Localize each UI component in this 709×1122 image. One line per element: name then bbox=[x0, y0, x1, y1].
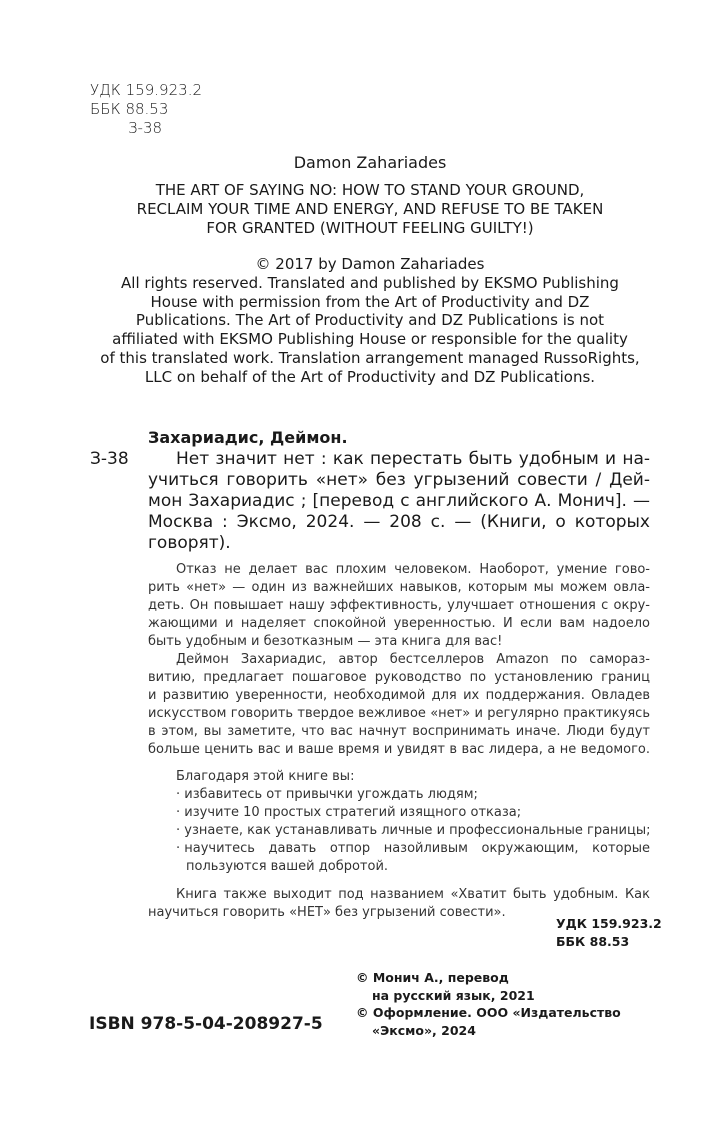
copyright-line: © Оформление. ООО «Издательство bbox=[356, 1005, 621, 1020]
copyright-line: © Монич А., перевод bbox=[356, 970, 509, 985]
bib-line: учиться говорить «нет» без угрызений совести / Дей- bbox=[148, 470, 650, 490]
copyright-line: House with permission from the Art of Productivity and DZ bbox=[150, 292, 590, 311]
original-copyright bbox=[90, 255, 650, 387]
annotation-line: деть. Он повышает нашу эффективность, улучшает отношения с окру- bbox=[148, 598, 650, 613]
annotation-line: в этом, вы заметите, что вас начнут воспринимать иначе. Люди будут bbox=[148, 724, 650, 739]
list-item: · научитесь давать отпор назойливым окружающим, которые bbox=[176, 841, 650, 856]
annotation-line: научиться говорить «НЕТ» без угрызений совести». bbox=[148, 905, 506, 920]
original-author: Damon Zahariades bbox=[293, 153, 447, 172]
annotation-line: быть удобным и безотказным — эта книга для вас! bbox=[148, 634, 503, 649]
benefits-list bbox=[148, 768, 650, 876]
bib-line: Москва : Эксмо, 2024. — 208 с. — (Книги, о которых bbox=[148, 512, 650, 532]
list-item-text: узнаете, как устанавливать личные и профессиональные границы; bbox=[184, 823, 651, 838]
annotation-line: Отказ не делает вас плохим человеком. Наоборот, умение гово- bbox=[176, 562, 650, 577]
annotation-line: Деймон Захариадис, автор бестселлеров Amazon по самораз- bbox=[176, 652, 650, 667]
classification-block bbox=[90, 81, 202, 138]
list-item: · избавитесь от привычки угождать людям; bbox=[176, 787, 478, 802]
annotation bbox=[148, 561, 650, 759]
title-line: RECLAIM YOUR TIME AND ENERGY, AND REFUSE TO BE TAKEN bbox=[136, 199, 604, 218]
copyright-line: LLC on behalf of the Art of Productivity and DZ Publications. bbox=[144, 367, 596, 386]
annotation-line: и развитию уверенности, необходимой для их поддержания. Овладев bbox=[148, 688, 650, 703]
bbk-code: ББК 88.53 bbox=[90, 100, 169, 118]
copyright-line: © 2017 by Damon Zahariades bbox=[255, 255, 485, 273]
footer-bbk: ББК 88.53 bbox=[556, 934, 630, 949]
copyright-line: of this translated work. Translation arrangement managed RussoRights, bbox=[100, 348, 640, 367]
list-item-text: научитесь давать отпор назойливым окружающим, которые bbox=[184, 841, 650, 856]
isbn: ISBN 978-5-04-208927-5 bbox=[89, 1014, 323, 1034]
annotation-line: витию, предлагает пошаговое руководство по установлению границ bbox=[148, 670, 650, 685]
annotation-line: искусством говорить твердое вежливое «нет» и регулярно практикуясь bbox=[148, 706, 650, 721]
annotation-line: рить «нет» — один из важнейших навыков, которым мы можем овла- bbox=[148, 580, 650, 595]
bib-line: Нет значит нет : как перестать быть удобным и на- bbox=[176, 449, 650, 469]
author-mark: З-38 bbox=[128, 119, 163, 137]
bibliography-mark: З-38 bbox=[90, 449, 129, 469]
title-line: THE ART OF SAYING NO: HOW TO STAND YOUR GROUND, bbox=[155, 181, 585, 199]
annotation-line: Книга также выходит под названием «Хватит быть удобным. Как bbox=[176, 887, 650, 902]
list-item-continuation: пользуются вашей добротой. bbox=[186, 859, 389, 874]
copyright-line: на русский язык, 2021 bbox=[372, 987, 535, 1003]
udk-code: УДК 159.923.2 bbox=[90, 81, 203, 99]
footer-udk: УДК 159.923.2 bbox=[556, 916, 662, 931]
bib-line: мон Захариадис ; [перевод с английского А. Монич]. — bbox=[148, 491, 650, 511]
footer-classification bbox=[556, 915, 662, 951]
original-title bbox=[90, 181, 650, 237]
copyright-line: Publications. The Art of Productivity and DZ Publications is not bbox=[135, 311, 605, 330]
bibliography-entry bbox=[148, 449, 650, 554]
bibliography-heading: Захариадис, Деймон. bbox=[148, 428, 348, 447]
title-line: FOR GRANTED (WITHOUT FEELING GUILTY!) bbox=[206, 218, 534, 237]
list-item-text: изучите 10 простых стратегий изящного отказа; bbox=[184, 805, 522, 820]
list-item-text: избавитесь от привычки угождать людям; bbox=[184, 787, 478, 802]
bib-line: говорят). bbox=[148, 533, 231, 553]
copyright-line: «Эксмо», 2024 bbox=[372, 1022, 476, 1038]
copyright-line: All rights reserved. Translated and published by EKSMO Publishing bbox=[121, 273, 619, 292]
translation-copyright bbox=[356, 969, 621, 1039]
list-item: · узнаете, как устанавливать личные и профессиональные границы; bbox=[176, 823, 651, 838]
annotation-line: больше ценить вас и ваше время и увидят в вас лидера, а не ведомого. bbox=[148, 742, 650, 757]
list-intro: Благодаря этой книге вы: bbox=[176, 769, 355, 784]
copyright-line: affiliated with EKSMO Publishing House or responsible for the quality bbox=[112, 330, 628, 349]
annotation-line: жающими и наделяет спокойной уверенностью. И если вам надоело bbox=[148, 616, 650, 631]
list-item: · изучите 10 простых стратегий изящного отказа; bbox=[176, 805, 522, 820]
